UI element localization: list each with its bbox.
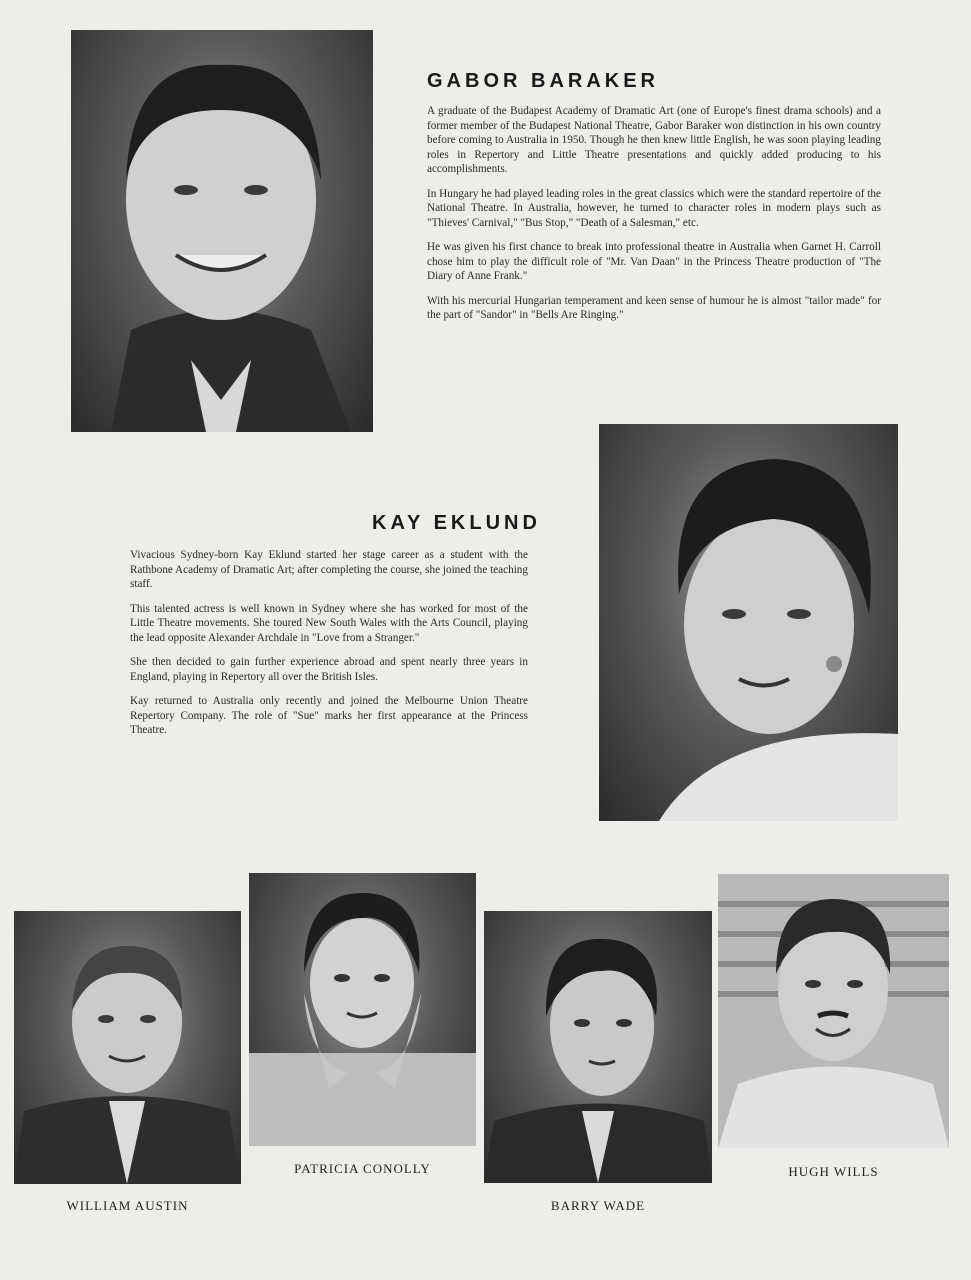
caption-patricia-conolly: PATRICIA CONOLLY bbox=[294, 1161, 431, 1176]
barry-wade-photo bbox=[484, 911, 712, 1183]
bio-paragraph: He was given his first chance to break into professional theatre in Australia when Garnet H. Carroll chose him to play the difficult role of "Mr. Van Daan" in the Princess Theatre production of "The Diary of Anne Frank." bbox=[427, 241, 881, 282]
caption-barry-wade: BARRY WADE bbox=[550, 1198, 646, 1213]
gabor-baraker-bio bbox=[427, 104, 881, 333]
caption-william-austin: WILLIAM AUSTIN bbox=[66, 1198, 189, 1213]
kay-eklund-heading: KAY EKLUND bbox=[372, 512, 541, 534]
gabor-baraker-heading: GABOR BARAKER bbox=[427, 70, 659, 92]
patricia-conolly-photo bbox=[249, 873, 476, 1146]
william-austin-photo bbox=[14, 911, 241, 1184]
hugh-wills-photo bbox=[718, 874, 949, 1148]
gabor-baraker-photo bbox=[71, 30, 373, 432]
bio-paragraph: Vivacious Sydney-born Kay Eklund started her stage career as a student with the Rathbone Academy of Dramatic Art; after completing the course, she joined the teaching staff. bbox=[130, 549, 528, 590]
bio-paragraph: A graduate of the Budapest Academy of Dramatic Art (one of Europe's finest drama schools) and a former member of the Budapest National Theatre, Gabor Baraker won distinction in his own country before coming to Australia in 1950. Though he then knew little English, he was soon playing leading roles in Repertory and Little Theatre presentations and quickly added producing to his accomplishments. bbox=[427, 105, 881, 175]
caption-hugh-wills: HUGH WILLS bbox=[788, 1164, 879, 1179]
bio-paragraph: This talented actress is well known in Sydney where she has worked for most of the Little Theatre movements. She toured New South Wales with the Arts Council, playing the lead opposite Alexander Archdale in "Love from a Stranger." bbox=[130, 602, 528, 644]
kay-eklund-bio bbox=[130, 548, 528, 748]
bio-paragraph: With his mercurial Hungarian temperament and keen sense of humour he is almost "tailor made" for the part of "Sandor" in "Bells Are Ringing." bbox=[427, 294, 881, 321]
bio-paragraph: In Hungary he had played leading roles in the great classics which were the standard repertoire of the National Theatre. In Australia, however, he turned to character roles in modern plays such as "Thieves' Carnival," "Bus Stop," "Death of a Salesman," etc. bbox=[427, 187, 881, 229]
bio-paragraph: She then decided to gain further experience abroad and spent nearly three years in England, playing in Repertory all over the British Isles. bbox=[130, 656, 528, 683]
bio-paragraph: Kay returned to Australia only recently and joined the Melbourne Union Theatre Repertory Company. The role of "Sue" marks her first appearance at the Princess Theatre. bbox=[130, 695, 528, 736]
kay-eklund-photo bbox=[599, 424, 898, 821]
